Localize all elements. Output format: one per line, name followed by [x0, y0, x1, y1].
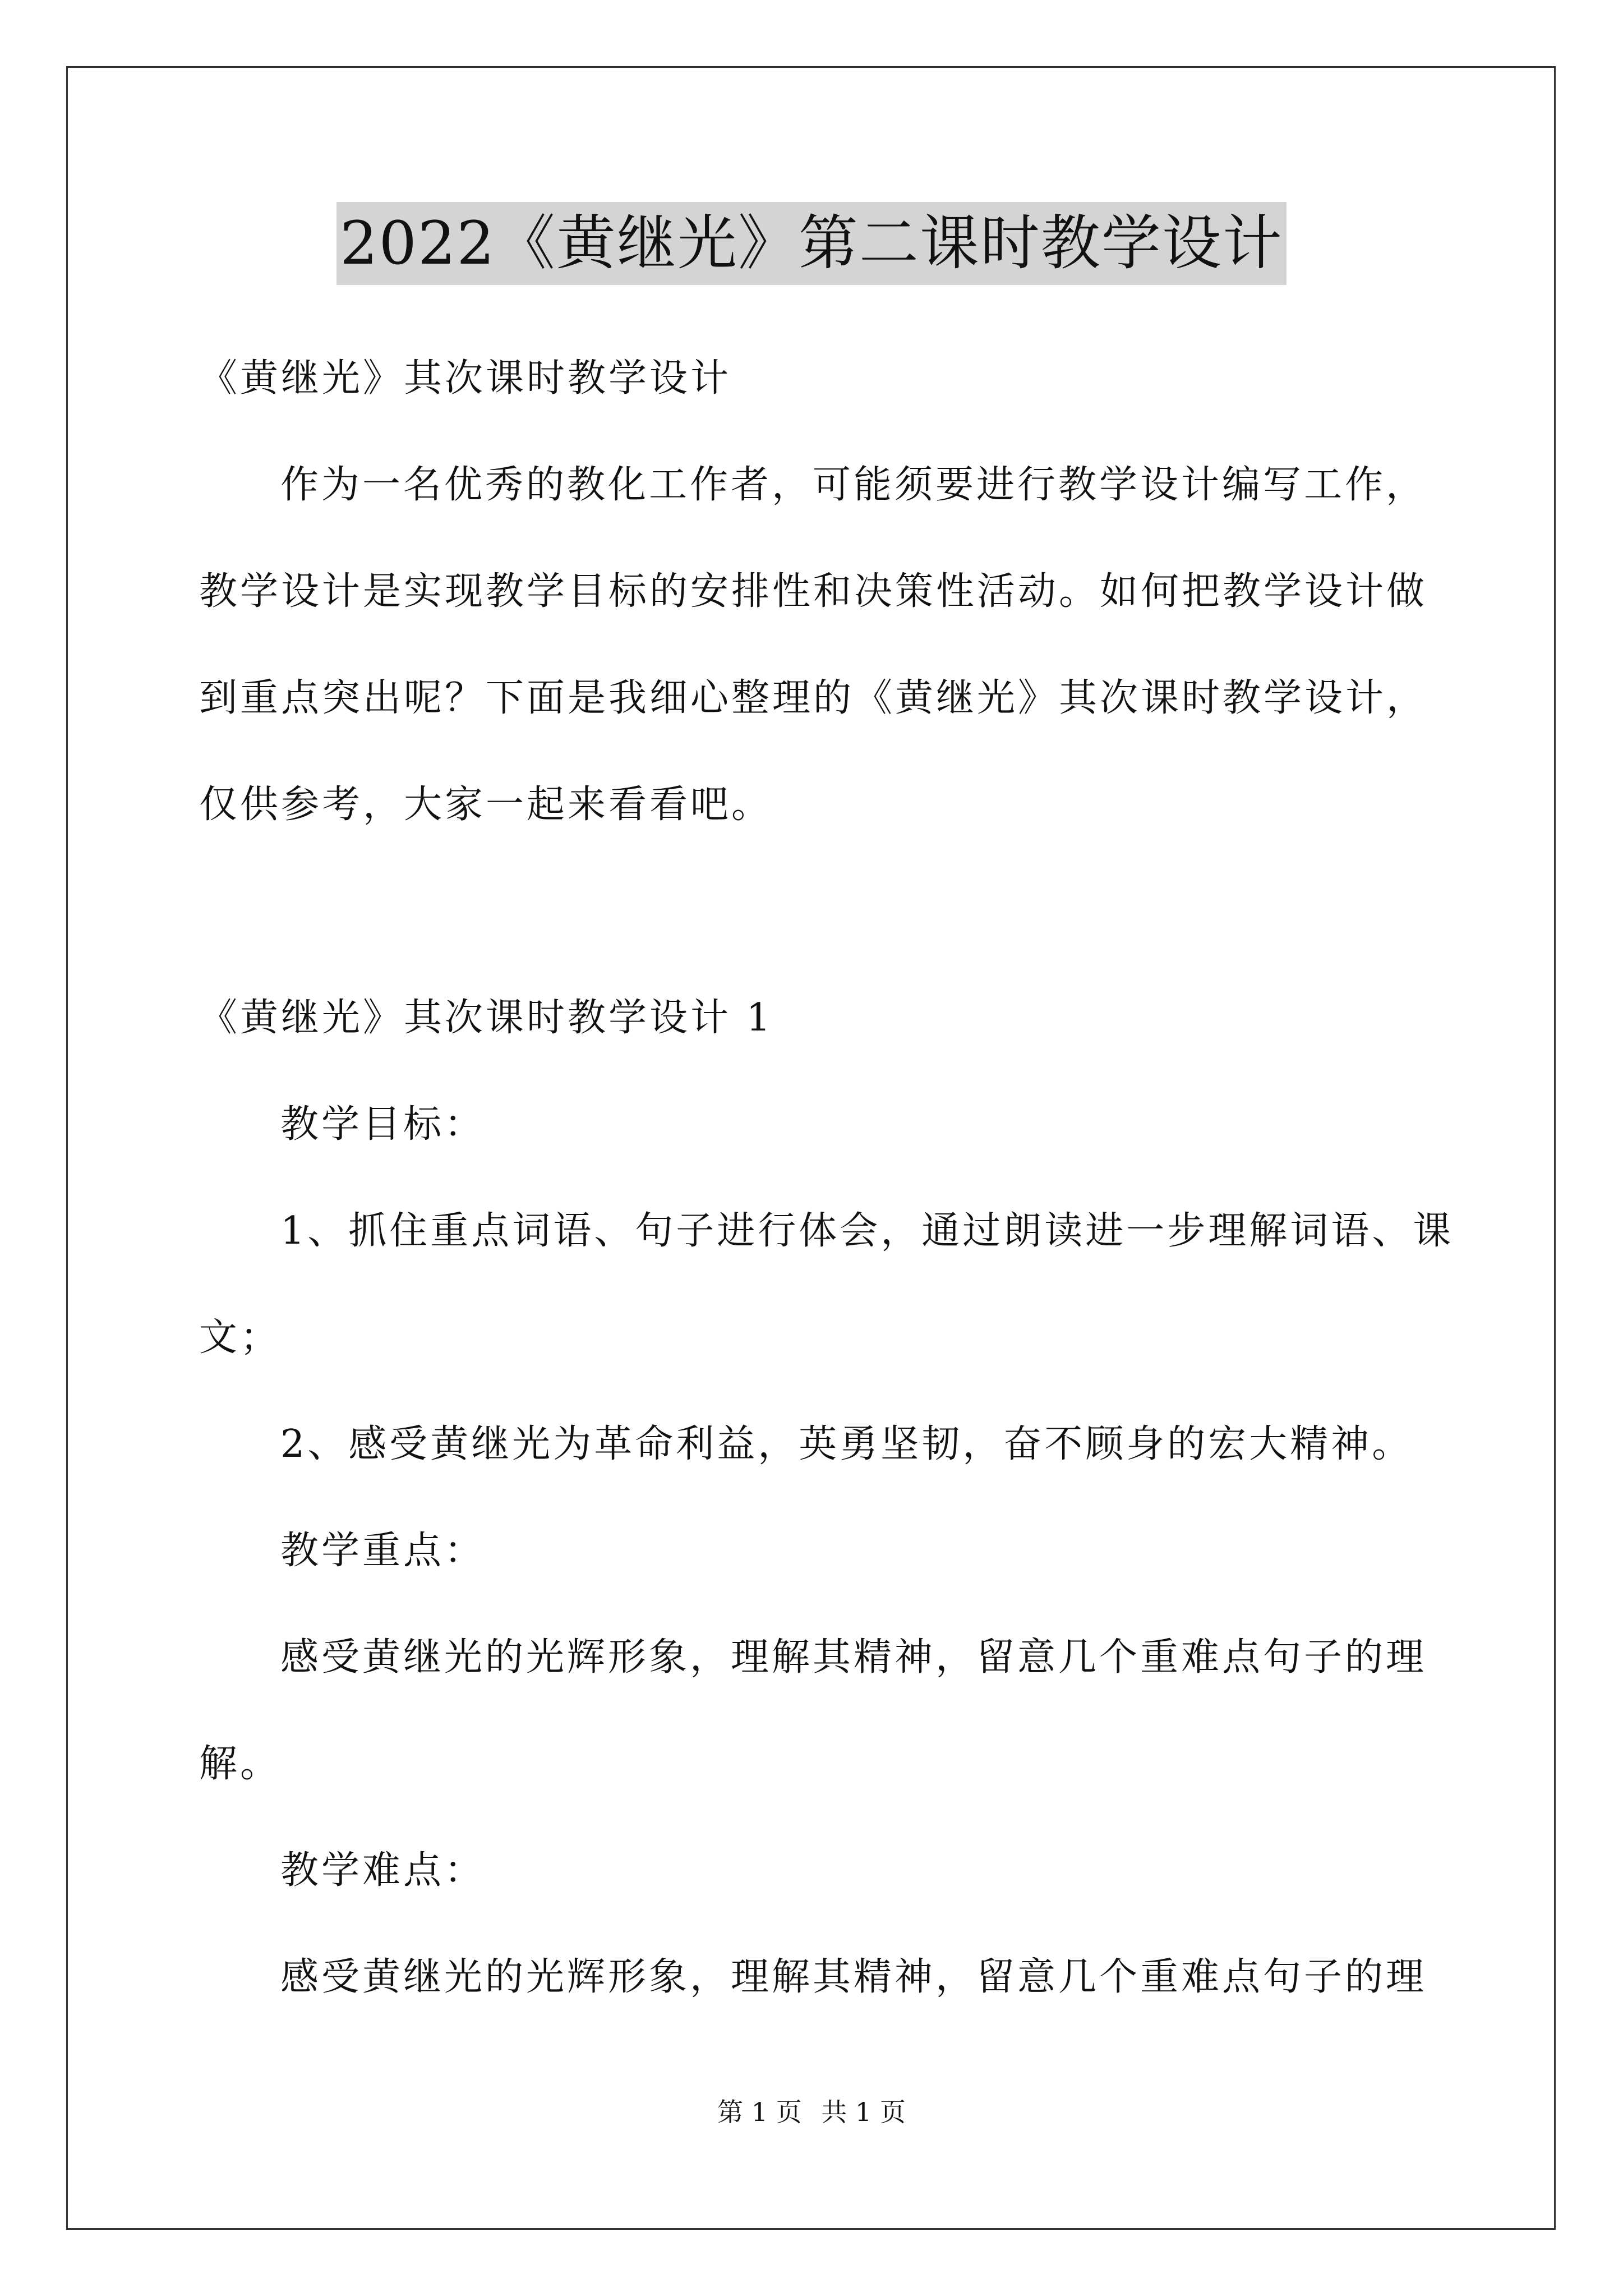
title-container — [0, 202, 1623, 285]
page-number: 第 1 页 — [717, 2097, 802, 2127]
subtitle-line: 《黄继光》其次课时教学设计 — [199, 356, 732, 401]
key-points-heading: 教学重点： — [280, 1529, 486, 1573]
objective-2: 2、感受黄继光为革命利益，英勇坚韧，奋不顾身的宏大精神。 — [280, 1422, 1413, 1466]
section-heading: 《黄继光》其次课时教学设计 1 — [199, 996, 773, 1040]
key-points-line-1: 感受黄继光的光辉形象，理解其精神，留意几个重难点句子的理 — [280, 1635, 1427, 1680]
intro-line-4: 仅供参考，大家一起来看看吧。 — [199, 783, 773, 827]
page-total: 共 1 页 — [821, 2097, 906, 2127]
objectives-heading: 教学目标： — [280, 1102, 486, 1147]
intro-line-1: 作为一名优秀的教化工作者，可能须要进行教学设计编写工作， — [280, 463, 1427, 507]
intro-line-3: 到重点突出呢？下面是我细心整理的《黄继光》其次课时教学设计， — [199, 676, 1428, 720]
objective-1-line-2: 文； — [199, 1315, 282, 1360]
difficulties-heading: 教学难点： — [280, 1848, 486, 1893]
key-points-line-2: 解。 — [199, 1742, 282, 1786]
objective-1-line-1: 1、抓住重点词语、句子进行体会，通过朗读进一步理解词语、课 — [280, 1209, 1454, 1253]
difficulties-line-1: 感受黄继光的光辉形象，理解其精神，留意几个重难点句子的理 — [280, 1955, 1427, 1999]
intro-line-2: 教学设计是实现教学目标的安排性和决策性活动。如何把教学设计做 — [199, 569, 1428, 614]
document-title: 2022《黄继光》第二课时教学设计 — [336, 202, 1287, 285]
page-footer — [0, 2095, 1623, 2129]
